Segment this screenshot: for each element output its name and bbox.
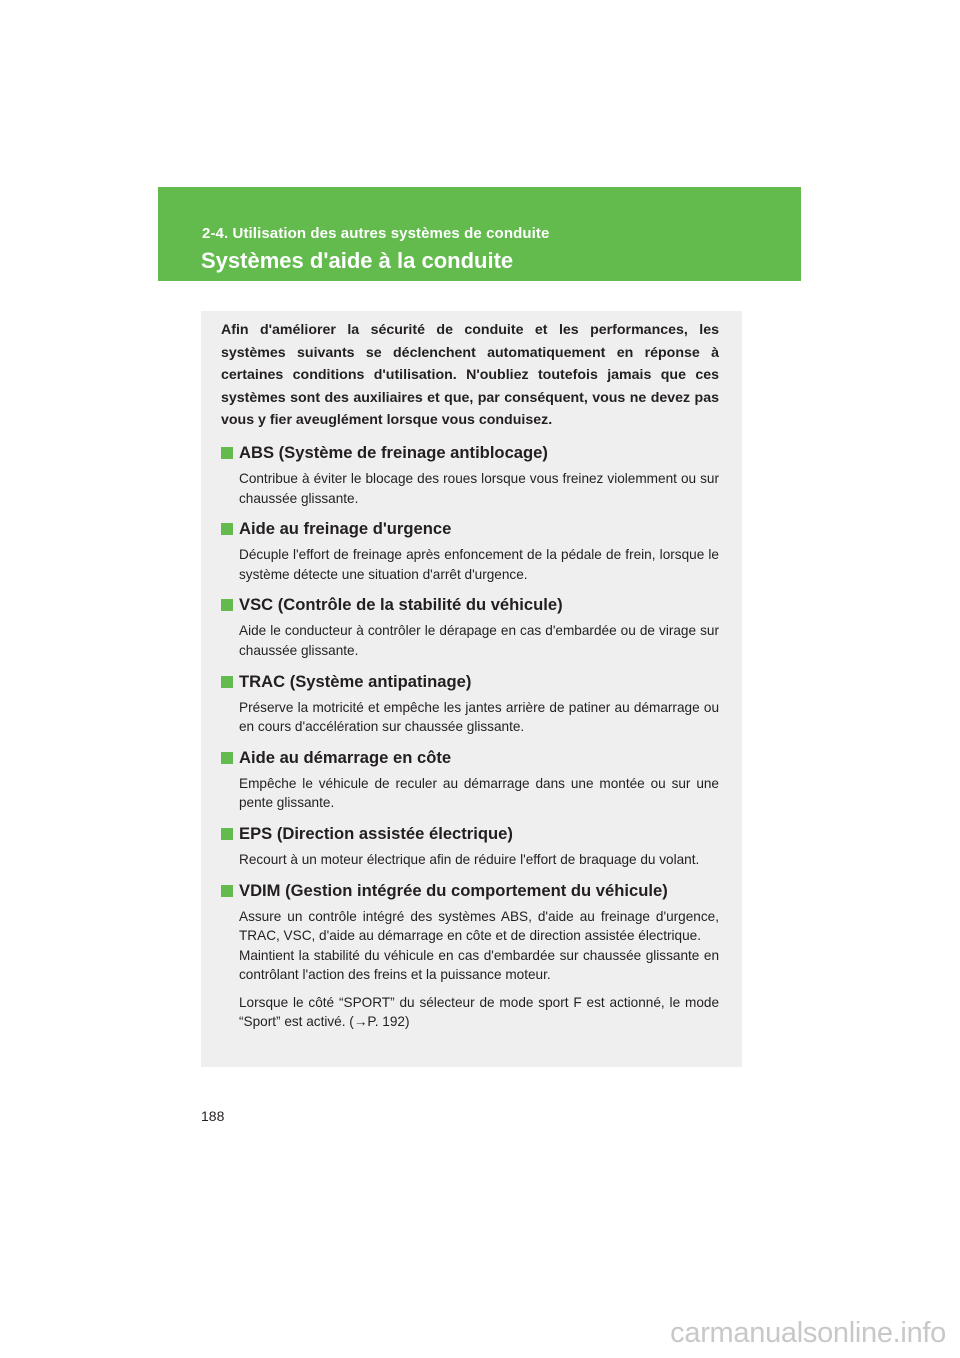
feature-text: Empêche le véhicule de reculer au démarrage dans une montée ou sur une pente glissante. [239, 775, 719, 811]
feature-heading: VSC (Contrôle de la stabilité du véhicule) [239, 595, 563, 615]
feature-heading: Aide au freinage d'urgence [239, 519, 452, 539]
intro-paragraph: Afin d'améliorer la sécurité de conduite et les performances, les systèmes suivants se déclenchent automatiquement en réponse à certaines conditions d'utilisation. N'oubliez toutefois jamais que ces systèmes sont des auxiliaires et que, par conséquent, vous ne devez pas vous y fier aveuglément lorsque vous conduisez. [221, 322, 719, 429]
feature-text: Recourt à un moteur électrique afin de réduire l'effort de braquage du volant. [239, 851, 700, 867]
feature-text: Décuple l'effort de freinage après enfoncement de la pédale de frein, lorsque le système détecte une situation d'arrêt d'urgence. [239, 547, 719, 582]
square-bullet-icon [221, 447, 233, 459]
square-bullet-icon [221, 885, 233, 897]
watermark: carmanualsonline.info [670, 1317, 946, 1349]
feature-heading: TRAC (Système antipatinage) [239, 671, 472, 691]
content-box [201, 311, 742, 1067]
feature-heading: ABS (Système de freinage antiblocage) [239, 442, 548, 462]
feature-heading: Aide au démarrage en côte [239, 747, 452, 767]
feature-vdim [221, 879, 719, 1033]
sport-mode-note: Lorsque le côté “SPORT” du sélecteur de mode sport F est actionné, le mode “Sport” est activé. (→P. 192) [239, 994, 719, 1030]
header-band [158, 187, 801, 281]
feature-text: Assure un contrôle intégré des systèmes ABS, d'aide au freinage d'urgence, TRAC, VSC, d'aide au démarrage en côte et de direction assistée électrique. [239, 908, 719, 944]
square-bullet-icon [221, 752, 233, 764]
feature-abs [221, 441, 719, 508]
feature-text: Contribue à éviter le blocage des roues lorsque vous freinez violemment ou sur chaussée glissante. [239, 470, 719, 506]
page-title: Systèmes d'aide à la conduite [201, 248, 514, 273]
feature-text: Aide le conducteur à contrôler le dérapage en cas d'embardée ou de virage sur chaussée glissante. [239, 623, 719, 658]
feature-text: Préserve la motricité et empêche les jantes arrière de patiner au démarrage ou en cours d'accélération sur chaussée glissante. [239, 699, 719, 735]
square-bullet-icon [221, 599, 233, 611]
feature-vsc [221, 593, 719, 660]
square-bullet-icon [221, 676, 233, 688]
feature-heading: EPS (Direction assistée électrique) [239, 823, 513, 843]
page-number: 188 [201, 1108, 225, 1124]
feature-eps [221, 822, 719, 870]
square-bullet-icon [221, 523, 233, 535]
square-bullet-icon [221, 828, 233, 840]
feature-text-continued: Maintient la stabilité du véhicule en cas d'embardée sur chaussée glissante en contrôlant l'action des freins et la puissance moteur. [239, 947, 719, 983]
feature-hill-start-assist [221, 746, 719, 813]
feature-trac [221, 670, 719, 737]
section-label: 2-4. Utilisation des autres systèmes de conduite [202, 225, 550, 242]
feature-heading: VDIM (Gestion intégrée du comportement du véhicule) [239, 880, 668, 900]
feature-emergency-brake-assist [221, 517, 719, 584]
